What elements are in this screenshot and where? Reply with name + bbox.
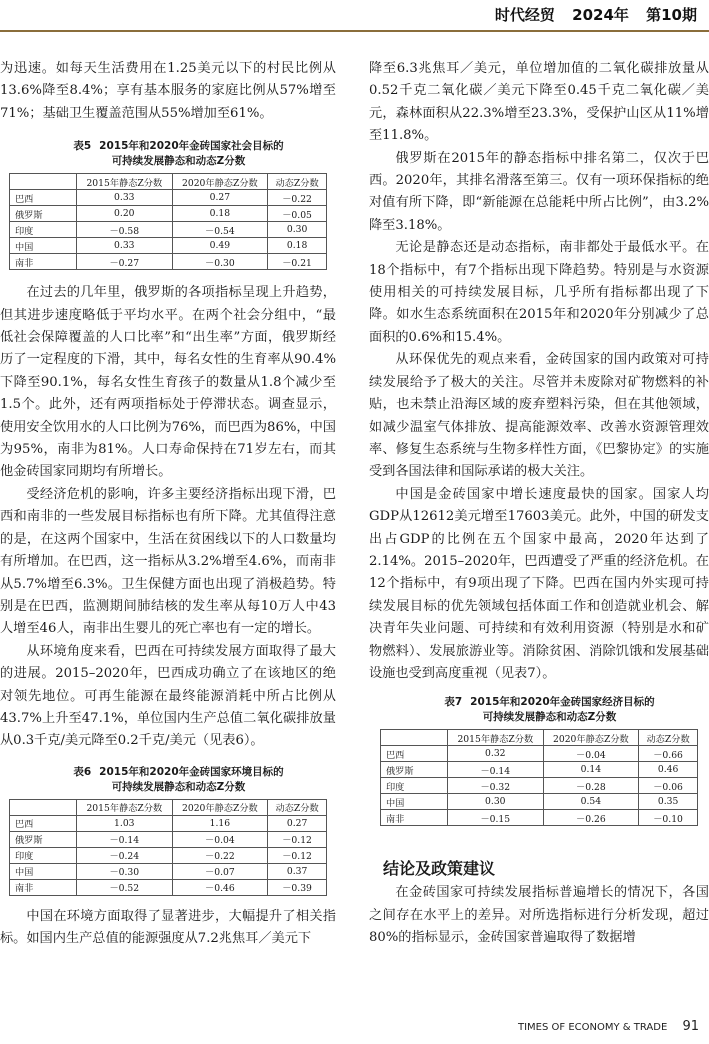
table-cell: 0.30: [448, 794, 544, 810]
table-cell: 南非: [10, 879, 77, 895]
table-row: [381, 762, 698, 778]
table-header: 2015年静态Z分数: [77, 799, 173, 815]
table-cell: 0.20: [77, 206, 173, 222]
table-row: [10, 190, 327, 206]
table-cell: －0.30: [172, 254, 268, 270]
table-cell: －0.39: [268, 879, 327, 895]
table-cell: 0.49: [172, 238, 268, 254]
table-cell: －0.15: [448, 810, 544, 826]
paragraph: 在金砖国家可持续发展指标普遍增长的情况下，各国之间存在水平上的差异。对所选指标进行分析发现，超过80%的指标显示，金砖国家普遍取得了数据增: [369, 885, 709, 946]
table-cell: 0.27: [172, 190, 268, 206]
table-header: 2015年静态Z分数: [448, 730, 544, 746]
table-title-line2: 可持续发展静态和动态Z分数: [482, 711, 617, 724]
page-footer: [518, 1019, 699, 1034]
table-cell: 俄罗斯: [10, 831, 77, 847]
table-cell: 0.18: [172, 206, 268, 222]
section-heading: 结论及政策建议: [383, 859, 496, 879]
paragraph: 中国是金砖国家中增长速度最快的国家。国家人均GDP从12612美元增至17603美元。此外，中国的研发支出占GDP的比例在五个国家中最高，2020年达到了2.14%。2015–2020年，巴西遭受了严重的经济危机。在12个指标中，有9项出现了下降。巴西在国内外实现可持续发展目标的优先领域包括体面工作和创造就业机会、解决青年失业问题、可持续和有效利用资源（特别是水和矿物燃料）、发展旅游业等。消除贫困、消除饥饿和发展基础设施也受到高度重视（见表7）。: [369, 486, 709, 681]
table-cell: 巴西: [10, 190, 77, 206]
table-cell: －0.10: [639, 810, 698, 826]
table-cell: 印度: [381, 778, 448, 794]
table-cell: 0.46: [639, 762, 698, 778]
table-row: [10, 238, 327, 254]
table-header: 动态Z分数: [268, 799, 327, 815]
table-cell: －0.21: [268, 254, 327, 270]
table-cell: －0.22: [268, 190, 327, 206]
table-row: [10, 879, 327, 895]
table-5-block: [0, 139, 336, 270]
page-header: [0, 0, 709, 32]
table-cell: 巴西: [10, 815, 77, 831]
table-header: 2020年静态Z分数: [172, 799, 268, 815]
paragraph: 从环保优先的观点来看，金砖国家的国内政策对可持续发展给予了极大的关注。尽管并未废除对矿物燃料的补贴，也未禁止沿海区域的废弃塑料污染，但在其他领域，如减少温室气体排放、提高能源效率、改善水资源管理效率、修复生态系统与生物多样性方面，《巴黎协定》的实施受到各国法律和国际承诺的极大关注。: [369, 352, 709, 480]
table-cell: －0.46: [172, 879, 268, 895]
table-cell: －0.58: [77, 222, 173, 238]
table-cell: 0.33: [77, 238, 173, 254]
table-cell: －0.12: [268, 831, 327, 847]
table-cell: 0.33: [77, 190, 173, 206]
table-cell: －0.05: [268, 206, 327, 222]
table-row: [381, 746, 698, 762]
table-header: 2015年静态Z分数: [77, 174, 173, 190]
table-header: 动态Z分数: [639, 730, 698, 746]
table-row: [10, 815, 327, 831]
table-header: [10, 174, 77, 190]
table-cell: －0.04: [543, 746, 639, 762]
paragraph: 从环境角度来看，巴西在可持续发展方面取得了最大的进展。2015–2020年，巴西成功确立了在该地区的绝对领先地位。可再生能源在最终能源消耗中所占比例从43.7%上升至47.1%，单位国内生产总值二氧化碳排放量从0.3千克/美元降至0.2千克/美元（见表6）。: [0, 643, 336, 749]
header-issue: 第10期: [646, 6, 697, 24]
table-header-row: [10, 174, 327, 190]
table-title: 表5 2015年和2020年金砖国家社会目标的: [73, 140, 284, 153]
paragraph: 受经济危机的影响，许多主要经济指标出现下滑，巴西和南非的一些发展目标指标也有所下降。尤其值得注意的是，在这两个国家中，生活在贫困线以下的人口数量均有所增加。在巴西，这一指标从3.2%增至4.6%，而南非从5.7%增至6.3%。卫生保健方面也出现了消极趋势。特别是在巴西，监测期间肺结核的发生率从每10万人中43人增至46人，南非出生婴儿的死亡率也有一定的增长。: [0, 486, 336, 637]
table-cell: 0.35: [639, 794, 698, 810]
table-cell: 巴西: [381, 746, 448, 762]
table-row: [10, 206, 327, 222]
table-cell: 0.54: [543, 794, 639, 810]
magazine-title: 时代经贸: [494, 6, 555, 24]
table-cell: 0.32: [448, 746, 544, 762]
paragraph: 无论是静态还是动态指标，南非都处于最低水平。在18个指标中，有7个指标出现下降趋势。特别是与水资源使用相关的可持续发展目标，几乎所有指标都出现了下降。如水生态系统面积在2015年和2020年分别减少了总面积的0.6%和15.4%。: [369, 240, 709, 345]
right-column: [369, 58, 709, 950]
table-cell: 0.37: [268, 863, 327, 879]
paragraph: 降至6.3兆焦耳／美元，单位增加值的二氧化碳排放量从0.52千克二氧化碳／美元下降至0.45千克二氧化碳／美元，森林面积从22.3%增至23.3%，受保护山区从11%增至11.8%。: [369, 61, 709, 144]
table-cell: －0.06: [639, 778, 698, 794]
table-cell: 俄罗斯: [381, 762, 448, 778]
table-row: [10, 847, 327, 863]
table-cell: 0.14: [543, 762, 639, 778]
table-cell: 南非: [381, 810, 448, 826]
table-header: 动态Z分数: [268, 174, 327, 190]
page-number: 91: [682, 1019, 699, 1034]
table-row: [10, 222, 327, 238]
table-cell: －0.26: [543, 810, 639, 826]
header-year: 2024年: [572, 6, 629, 24]
table-title-line2: 可持续发展静态和动态Z分数: [111, 780, 246, 793]
table-title-line2: 可持续发展静态和动态Z分数: [111, 155, 246, 168]
paragraph: 俄罗斯在2015年的静态指标中排名第二，仅次于巴西。2020年，其排名滑落至第三。仅有一项环保指标的绝对值有所下降，即“新能源在总能耗中所占比例”，由3.2%降至3.18%。: [369, 150, 709, 233]
header-text: [483, 4, 697, 25]
table-header: 2020年静态Z分数: [543, 730, 639, 746]
table-header: [381, 730, 448, 746]
table-cell: 1.03: [77, 815, 173, 831]
table-cell: －0.24: [77, 847, 173, 863]
table-row: [10, 254, 327, 270]
paragraph: 为迅速。如每天生活费用在1.25美元以下的村民比例从13.6%降至8.4%；享有基本服务的家庭比例从57%增至71%；基础卫生覆盖范围从55%增加至61%。: [0, 61, 336, 121]
table-7-block: [369, 695, 709, 826]
table-cell: －0.22: [172, 847, 268, 863]
table-title: 表6 2015年和2020年金砖国家环境目标的: [73, 765, 284, 778]
table-header-row: [381, 730, 698, 746]
table-cell: －0.32: [448, 778, 544, 794]
table-cell: －0.14: [448, 762, 544, 778]
table-cell: －0.66: [639, 746, 698, 762]
table-6: [9, 799, 327, 896]
table-cell: 0.18: [268, 238, 327, 254]
table-cell: 中国: [10, 863, 77, 879]
table-cell: －0.54: [172, 222, 268, 238]
table-cell: 俄罗斯: [10, 206, 77, 222]
table-row: [381, 794, 698, 810]
table-row: [381, 778, 698, 794]
table-row: [10, 863, 327, 879]
table-7: [380, 729, 698, 826]
table-cell: 1.16: [172, 815, 268, 831]
table-cell: －0.07: [172, 863, 268, 879]
table-5: [9, 173, 327, 270]
left-column: [0, 58, 336, 951]
table-row: [381, 810, 698, 826]
table-cell: 中国: [10, 238, 77, 254]
table-cell: －0.27: [77, 254, 173, 270]
table-cell: －0.12: [268, 847, 327, 863]
table-cell: 0.30: [268, 222, 327, 238]
table-cell: 南非: [10, 254, 77, 270]
table-cell: 0.27: [268, 815, 327, 831]
table-cell: －0.28: [543, 778, 639, 794]
table-cell: 中国: [381, 794, 448, 810]
table-cell: －0.04: [172, 831, 268, 847]
table-6-block: [0, 765, 336, 896]
table-header: [10, 799, 77, 815]
table-cell: 印度: [10, 222, 77, 238]
table-cell: －0.30: [77, 863, 173, 879]
journal-name: TIMES OF ECONOMY & TRADE: [518, 1022, 668, 1033]
paragraph: 中国在环境方面取得了显著进步，大幅提升了相关指标。如国内生产总值的能源强度从7.2兆焦耳／美元下: [0, 908, 336, 947]
table-header-row: [10, 799, 327, 815]
table-cell: －0.14: [77, 831, 173, 847]
table-title: 表7 2015年和2020年金砖国家经济目标的: [444, 696, 655, 709]
paragraph: 在过去的几年里，俄罗斯的各项指标呈现上升趋势，但其进步速度略低于平均水平。在两个社会分组中，“最低社会保障覆盖的人口比率”和“出生率”方面，俄罗斯经历了一定程度的下滑，其中，每名女性的生育率从90.4%下降至90.1%，每名女性生育孩子的数量从1.8个减少至1.5个。此外，还有两项指标处于停滞状态。调查显示，使用安全饮用水的人口比例为76%，而巴西为86%，中国为95%，南非为81%。人口寿命保持在71岁左右，而其他金砖国家同期均有所增长。: [0, 285, 336, 480]
table-header: 2020年静态Z分数: [172, 174, 268, 190]
table-row: [10, 831, 327, 847]
table-cell: 印度: [10, 847, 77, 863]
table-cell: －0.52: [77, 879, 173, 895]
